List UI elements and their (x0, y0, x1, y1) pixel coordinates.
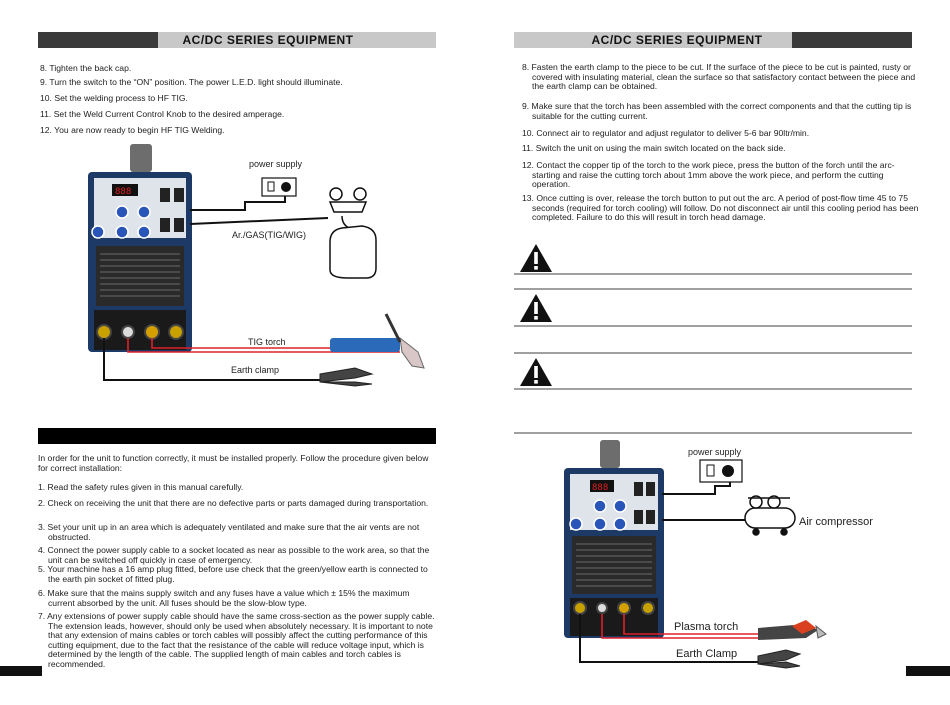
left-step-9: 9. Turn the switch to the “ON” position. The power L.E.D. light should illuminate. (40, 77, 343, 87)
tig-torch (330, 314, 424, 368)
install-step-7: 7. Any extensions of power supply cable should have the same cross-section as the power supply cable. The extension leads, however, should only be used when absolutely necessary. It is important to note that any extension of mains cables or torch cables will possibly affect the cutting performance of this cutting equipment, due to the fact that the resistance of the cable will reduce voltage input, which is determined by the length of the cable. The supplied length of main cables and torch cables is recommended. (38, 611, 435, 669)
right-step-12: 12. Contact the copper tip of the torch to the work piece, press the button of the forch until the arc-starting and raise the cutting torch about 1mm above the work piece, and perform the cutting operation. (522, 160, 895, 190)
plasma-earth-clamp-label: Earth Clamp (676, 648, 738, 660)
right-header-bar (514, 32, 912, 48)
control-socket (597, 603, 607, 613)
earth-clamp (320, 368, 372, 386)
right-header-dark-block (792, 32, 912, 48)
gas-outlet (145, 325, 159, 339)
gas-cylinder (330, 188, 376, 278)
right-header-title: AC/DC SERIES EQUIPMENT (591, 33, 763, 47)
left-step-12: 12. You are now ready to begin HF TIG Welding. (40, 125, 225, 135)
left-step-11: 11. Set the Weld Current Control Knob to the desired amperage. (40, 109, 285, 119)
warning-divider-3 (514, 325, 912, 327)
tig-gas-label: Ar./GAS(TIG/WIG) (232, 230, 306, 240)
warning-divider-6 (514, 432, 912, 434)
plasma-torch (758, 620, 826, 640)
machine-handle (600, 440, 620, 468)
plasma-connection-diagram (560, 440, 900, 670)
warning-icon (518, 356, 554, 388)
installation-intro: In order for the unit to function correctly, it must be installed properly. Follow the procedure given below for correct installation: (38, 453, 429, 473)
install-step-4: 4. Connect the power supply cable to a socket located as near as possible to the work area, so that the unit can be switched off quickly in case of emergency. (38, 545, 430, 565)
output-socket-negative (574, 602, 586, 614)
svg-text:888: 888 (115, 187, 132, 197)
left-header-bar (38, 32, 436, 48)
power-socket (700, 460, 742, 482)
right-step-8: 8. Fasten the earth clamp to the piece to be cut. If the surface of the piece to be cut is painted, rusty or covered with insulating material, clean the surface so that satisfactory contact between the piece and the earth clamp can be obtained. (522, 62, 916, 92)
tig-power-supply-label: power supply (249, 159, 303, 169)
left-header-title: AC/DC SERIES EQUIPMENT (182, 33, 354, 47)
install-step-6: 6. Make sure that the mains supply switch and any fuses have a value which ± 15% the maximum current absorbed by the unit. All fuses should be the slow-blow type. (38, 588, 410, 608)
output-socket-negative (97, 325, 111, 339)
right-step-13: 13. Once cutting is over, release the torch button to put out the arc. A period of post-flow time 45 to 75 seconds (required for torch cooling) will follow. Do not disconnect air until this cooling period has been completed. Failure to do this will result in torch head damage. (522, 193, 919, 223)
control-socket (122, 326, 134, 338)
tig-torch-label: TIG torch (248, 337, 286, 347)
install-step-3: 3. Set your unit up in an area which is adequately ventilated and make sure that the air vents are not obstructed. (38, 522, 420, 542)
plasma-torch-label: Plasma torch (674, 621, 739, 633)
right-page-corner-mark (906, 666, 950, 676)
air-compressor-label: Air compressor (799, 516, 873, 528)
install-step-5: 5. Your machine has a 16 amp plug fitted, before use check that the green/yellow earth is connected to the earth pin socket of fitted plug. (38, 564, 428, 584)
installation-section-bar (38, 428, 436, 444)
warning-divider-1 (514, 273, 912, 275)
air-compressor (745, 496, 795, 535)
install-step-2: 2. Check on receiving the unit that there are no defective parts or parts damaged during transportation. (38, 498, 429, 508)
warning-icon (518, 292, 554, 324)
left-step-8: 8. Tighten the back cap. (40, 63, 132, 73)
output-socket-positive (169, 325, 183, 339)
air-outlet (618, 602, 630, 614)
plasma-power-supply-label: power supply (688, 447, 742, 457)
warning-divider-4 (514, 352, 912, 354)
left-page-corner-mark (0, 666, 42, 676)
install-step-1: 1. Read the safety rules given in this manual carefully. (38, 482, 244, 492)
tig-connection-diagram (80, 142, 440, 387)
right-step-9: 9. Make sure that the torch has been assembled with the correct components and that the cutting tip is suitable for the cutting current. (522, 101, 912, 121)
right-step-11: 11. Switch the unit on using the main switch located on the back side. (522, 143, 786, 153)
right-step-10: 10. Connect air to regulator and adjust regulator to deliver 5-6 bar 90ltr/min. (522, 128, 810, 138)
machine-handle (130, 144, 152, 172)
warning-icon (518, 242, 554, 274)
left-header-dark-block (38, 32, 158, 48)
warning-divider-2 (514, 288, 912, 290)
tig-earth-clamp-label: Earth clamp (231, 365, 280, 375)
svg-text:888: 888 (592, 483, 609, 493)
left-step-10: 10. Set the welding process to HF TIG. (40, 93, 188, 103)
output-socket-positive (642, 602, 654, 614)
earth-clamp (758, 650, 800, 668)
warning-divider-5 (514, 388, 912, 390)
